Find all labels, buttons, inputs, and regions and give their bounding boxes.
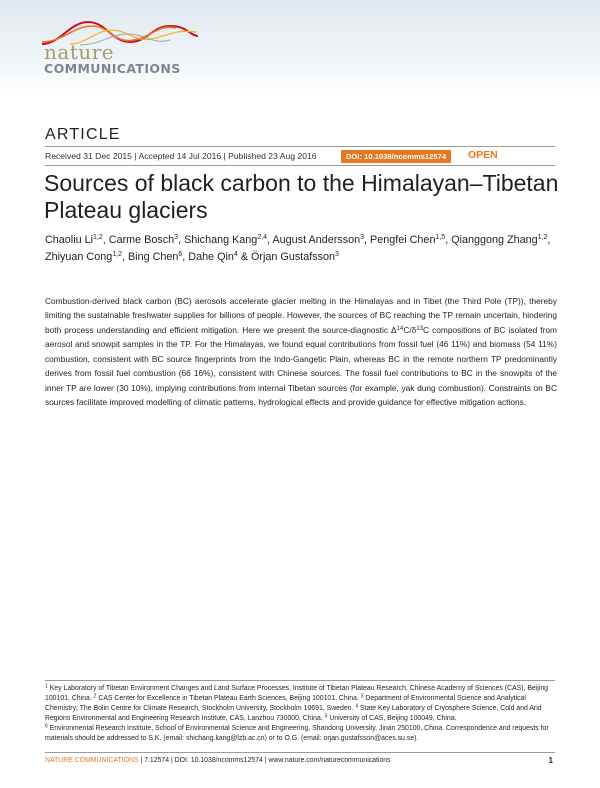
- meta-bottom-rule: [45, 165, 555, 166]
- author-name[interactable]: Shichang Kang: [184, 234, 258, 246]
- received-date: Received 31 Dec 2015: [45, 151, 132, 161]
- affiliation-text: Environmental Research Institute, School of Environmental Science and Engineering, Shandong University, Jinan 250100, China.: [47, 725, 447, 733]
- author-list: [45, 232, 560, 266]
- affiliation-number: 5: [324, 713, 328, 720]
- open-access-badge: OPEN: [468, 149, 498, 161]
- date-separator: |: [223, 151, 226, 161]
- author-separator: ,: [547, 234, 551, 246]
- affiliation-number: 1: [45, 683, 48, 690]
- affiliation-number: 3: [360, 693, 364, 700]
- article-title: Sources of black carbon to the Himalayan–Tibetan Plateau glaciers: [44, 170, 559, 223]
- author-separator: ,: [102, 234, 109, 246]
- affiliation-text: Department of Environmental Science and Analytical Chemistry; The Bolin Centre for Climate Research, Stockholm University, Stockholm 10691, Sweden.: [45, 695, 526, 713]
- affiliation-text: Key Laboratory of Tibetan Environment Changes and Land Surface Processes, Institute of Tibetan Plateau Research, Chinese Academy of Sciences (CAS), Beijing 100101, China.: [45, 685, 549, 703]
- footer-journal-name: NATURE COMMUNICATIONS: [45, 757, 139, 764]
- author-affiliation-sup: 1,2: [112, 251, 122, 258]
- author-name[interactable]: Bing Chen: [127, 251, 179, 263]
- author-name[interactable]: Carme Bosch: [108, 234, 175, 246]
- correspondence-note: Correspondence and requests for materials should be addressed to S.K. (email: shichang.kang@lzb.ac.cn) or to O.G. (email: orjan.gustafsson@aces.su.se).: [45, 725, 549, 743]
- published-date: Published 23 Aug 2016: [228, 151, 317, 161]
- author-affiliation-sup: 3: [174, 234, 179, 241]
- author-affiliation-sup: 6: [178, 251, 183, 258]
- author-affiliation-sup: 3: [335, 251, 339, 258]
- abstract-text: C/δ: [403, 324, 417, 335]
- author-affiliation-sup: 1,2: [537, 234, 548, 241]
- affiliation-number: 6: [45, 723, 48, 730]
- affiliation-text: CAS Center for Excellence in Tibetan Plateau Earth Sciences, Beijing 100101, China.: [96, 695, 361, 703]
- accepted-date: Accepted 14 Jul 2016: [138, 151, 222, 161]
- author-name[interactable]: Örjan Gustafsson: [251, 251, 336, 263]
- author-separator: &: [237, 251, 252, 263]
- affiliations: [45, 684, 557, 745]
- author-separator: ,: [364, 234, 371, 246]
- author-affiliation-sup: 1,5: [435, 234, 446, 241]
- affiliation-text: University of CAS, Beijing 100049, China.: [327, 715, 457, 723]
- author-name[interactable]: Chaoliu Li: [45, 234, 94, 246]
- nature-communications-logo[interactable]: [40, 18, 200, 78]
- affiliations-rule: [45, 680, 555, 681]
- footer-rule: [45, 752, 555, 753]
- date-separator: |: [134, 151, 137, 161]
- journal-masthead: [0, 0, 600, 95]
- author-affiliation-sup: 4: [233, 251, 238, 258]
- article-meta: [45, 150, 555, 164]
- doi-link[interactable]: DOI: 10.1038/ncomms12574: [341, 150, 451, 163]
- isotope-sup: 14: [396, 325, 404, 332]
- author-name[interactable]: Qianggong Zhang: [451, 234, 538, 246]
- footer-citation[interactable]: | 7:12574 | DOI: 10.1038/ncomms12574 | www.nature.com/naturecommunications: [138, 757, 391, 764]
- isotope-sup: 13: [416, 325, 424, 332]
- page-footer: [45, 757, 555, 769]
- affiliation-number: 2: [93, 693, 97, 700]
- affiliation-text: State Key Laboratory of Cryosphere Science, Cold and Arid Regions Environmental and Engineering Research Institute, CAS, Lanzhou 730000, China.: [45, 705, 542, 723]
- article-dates: [45, 151, 317, 161]
- meta-top-rule: [45, 146, 555, 147]
- article-type-label: ARTICLE: [45, 126, 121, 143]
- abstract-text: Combustion-derived black carbon (BC) aerosols accelerate glacier melting in the Himalayas and in Tibet (the Third Pole (TP)), thereby limiting the sustainable freshwater supplies for billions of people. However, the sources of BC reaching the TP remain uncertain, hindering both process understanding and efficient mitigation. Here we present the source-diagnostic Δ: [45, 296, 557, 335]
- author-name[interactable]: Dahe Qin: [188, 251, 234, 263]
- affiliation-number: 4: [355, 703, 359, 710]
- author-name[interactable]: Zhiyuan Cong: [45, 251, 113, 263]
- author-separator: ,: [178, 234, 185, 246]
- page-number: 1: [548, 756, 553, 765]
- abstract: [45, 294, 557, 410]
- abstract-text: C compositions of BC isolated from aerosol and snowpit samples in the TP. For the Himalayas, we found equal contributions from fossil fuel (46 11%) and biomass (54 11%) combustion, consistent with BC source fingerprints from the Indo-Gangetic Plain, whereas BC in the remote northern TP predominantly derives from fossil fuel combustion (66 16%), consistent with Chinese sources. The fossil fuel contributions to BC in the snowpits of the inner TP are lower (30 10%), implying contributions from internal Tibetan sources (for example, yak dung combustion). Constraints on BC sources facilitate improved modelling of climatic patterns, hydrological effects and provide guidance for effective mitigation actions.: [45, 324, 557, 408]
- author-affiliation-sup: 2,4: [257, 234, 268, 241]
- author-name[interactable]: August Andersson: [272, 234, 361, 246]
- author-name[interactable]: Pengfei Chen: [370, 234, 436, 246]
- author-separator: ,: [182, 251, 189, 263]
- logo-communications-text: COMMUNICATIONS: [44, 61, 181, 76]
- author-separator: ,: [267, 234, 273, 246]
- author-separator: ,: [445, 234, 452, 246]
- author-affiliation-sup: 3: [360, 234, 365, 241]
- author-affiliation-sup: 1,2: [93, 234, 103, 241]
- logo-nature-text: nature: [44, 40, 115, 64]
- author-separator: ,: [121, 251, 128, 263]
